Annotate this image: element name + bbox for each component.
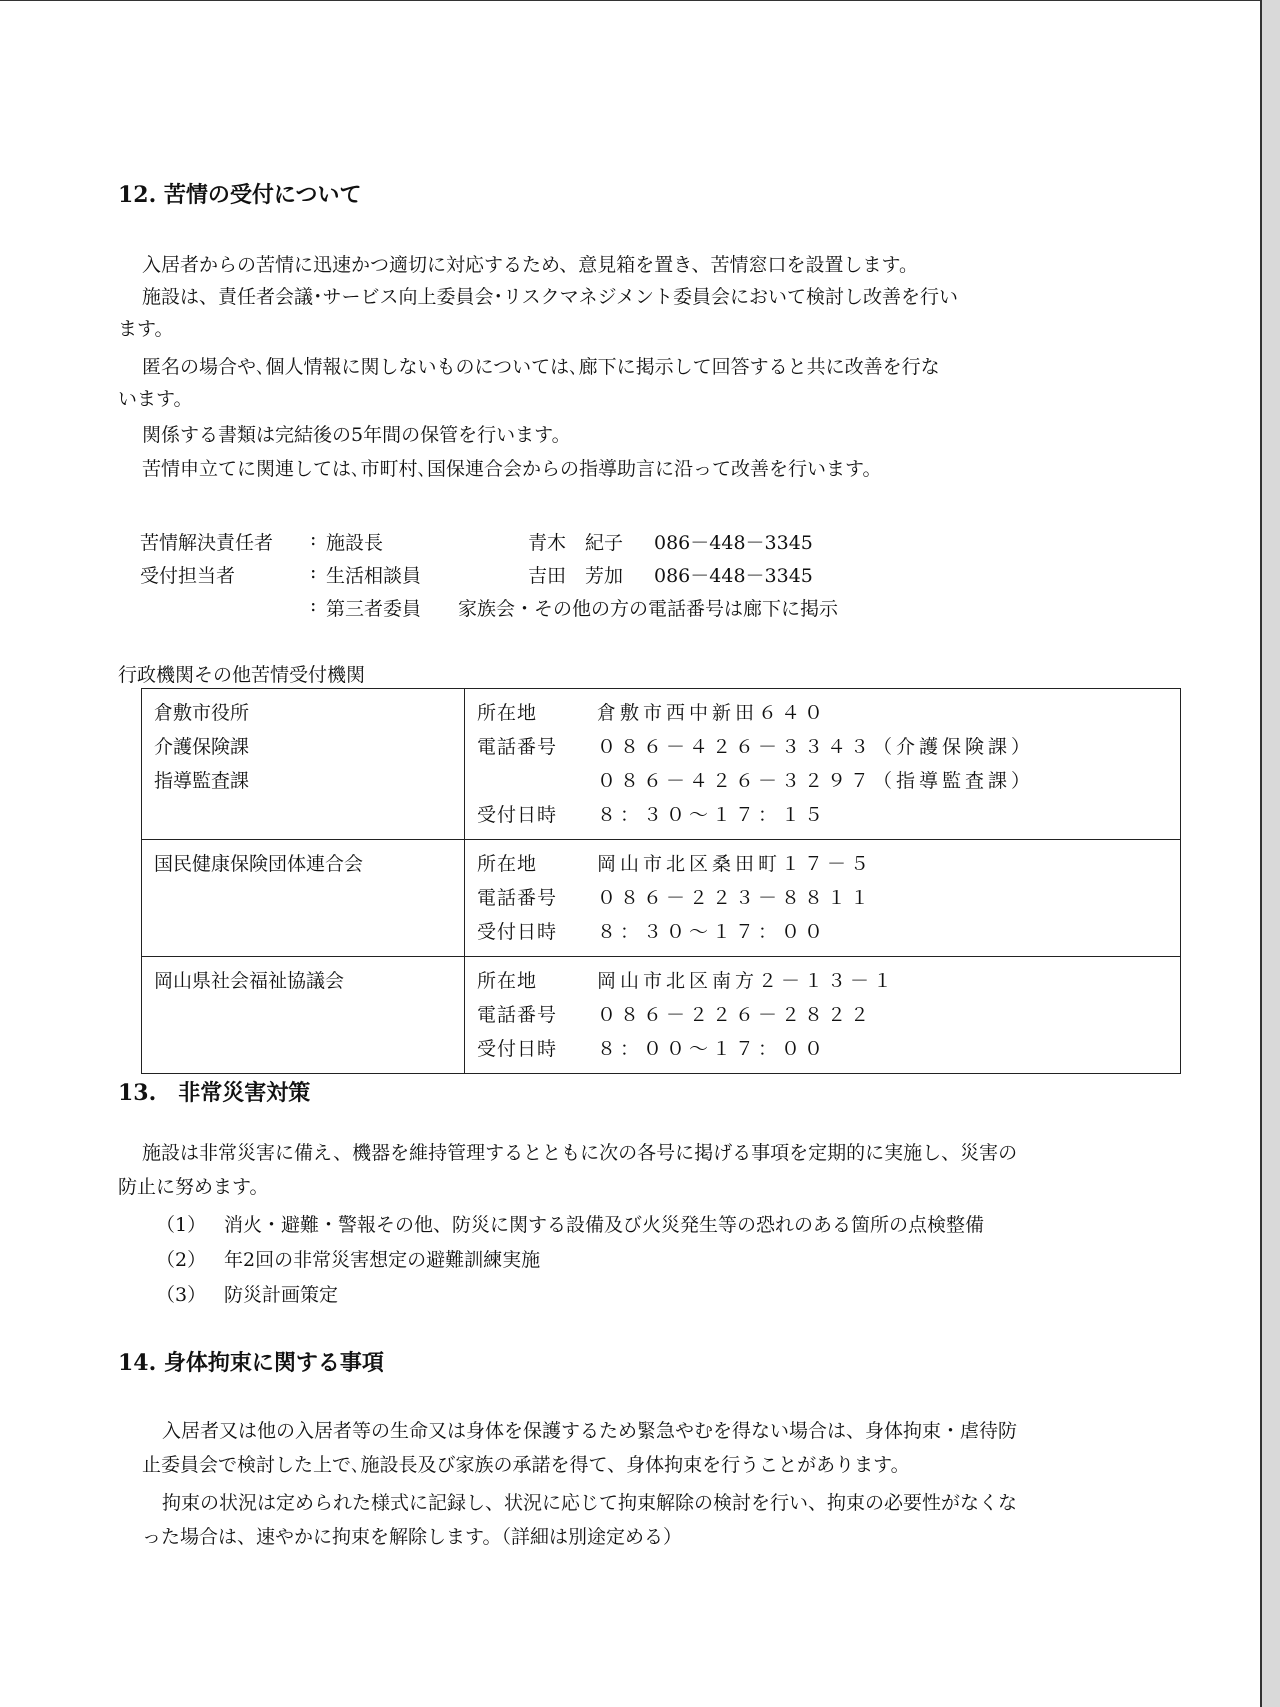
- sec14-paragraph: った場合は、速やかに拘束を解除します。（詳細は別途定める）: [142, 1526, 682, 1548]
- table-row: [142, 840, 1181, 957]
- info-label: 電話番号: [477, 887, 558, 909]
- org-info-cell: [465, 840, 1181, 957]
- org-info-cell: [465, 957, 1181, 1074]
- list-number: （2）: [156, 1249, 207, 1271]
- sec12-paragraph: ます。: [118, 318, 174, 340]
- sec12-paragraph: 入居者からの苦情に迅速かつ適切に対応するため、意見箱を置き、苦情窓口を設置します。: [142, 254, 918, 276]
- info-value: ８：３０～１７：００: [597, 921, 828, 943]
- info-value: ０８６－２２６－２８２２: [597, 1004, 874, 1026]
- table-row: [142, 957, 1181, 1074]
- info-value: 岡山市北区桑田町１７－５: [597, 853, 874, 875]
- org-name: 岡山県社会福祉協議会: [154, 970, 345, 992]
- org-name-cell: [142, 840, 465, 957]
- contact-note: 家族会・その他の方の電話番号は廊下に掲示: [458, 598, 839, 620]
- info-value: ０８６－２２３－８８１１: [597, 887, 874, 909]
- list-item: [118, 1243, 1218, 1277]
- org-name: 倉敷市役所: [154, 702, 250, 724]
- info-label: 電話番号: [477, 736, 558, 758]
- section-13-title: 13. 非常災害対策: [118, 1080, 311, 1106]
- list-text: 年2回の非常災害想定の避難訓練実施: [224, 1249, 541, 1271]
- section-12-title: 12. 苦情の受付について: [118, 182, 362, 208]
- org-dept: 介護保険課: [154, 736, 250, 758]
- org-name-cell: [142, 957, 465, 1074]
- contact-position: 施設長: [326, 532, 384, 554]
- info-label: 所在地: [477, 702, 538, 724]
- table-caption: 行政機関その他苦情受付機関: [118, 664, 366, 686]
- contact-role: 苦情解決責任者: [140, 532, 274, 554]
- contact-phone: 086－448－3345: [654, 532, 813, 554]
- list-text: 防災計画策定: [224, 1284, 339, 1306]
- sec12-paragraph: 匿名の場合や､個人情報に関しないものについては､廊下に掲示して回答すると共に改善を行な: [142, 356, 940, 378]
- org-name-cell: [142, 689, 465, 840]
- contact-colon: :: [310, 594, 317, 616]
- list-number: （3）: [156, 1284, 207, 1306]
- list-text: 消火・避難・警報その他、防災に関する設備及び火災発生等の恐れのある箇所の点検整備: [224, 1214, 985, 1236]
- contact-colon: :: [310, 561, 317, 583]
- info-value: 岡山市北区南方２－１３－１: [597, 970, 897, 992]
- contact-role: 受付担当者: [140, 565, 236, 587]
- sec12-paragraph: います。: [118, 388, 193, 410]
- org-info-cell: [465, 689, 1181, 840]
- section-14-title: 14. 身体拘束に関する事項: [118, 1350, 384, 1376]
- page-edge: [1262, 0, 1280, 1707]
- info-value: ０８６－４２６－３３４３（介護保険課）: [597, 736, 1035, 758]
- org-name: 国民健康保険団体連合会: [154, 853, 364, 875]
- list-number: （1）: [156, 1214, 207, 1236]
- info-label: 受付日時: [477, 804, 558, 826]
- table-row: [142, 689, 1181, 840]
- complaint-orgs-table: [141, 688, 1181, 1074]
- contact-colon: :: [310, 528, 317, 550]
- contact-position: 第三者委員: [326, 598, 422, 620]
- info-label: 電話番号: [477, 1004, 558, 1026]
- contact-phone: 086－448－3345: [654, 565, 813, 587]
- sec13-paragraph: 施設は非常災害に備え、機器を維持管理するとともに次の各号に掲げる事項を定期的に実施し、災害の: [142, 1142, 1018, 1164]
- contact-name: 吉田 芳加: [528, 565, 624, 587]
- org-dept: 指導監査課: [154, 770, 250, 792]
- contact-position: 生活相談員: [326, 565, 422, 587]
- sec12-paragraph: 関係する書類は完結後の5年間の保管を行います。: [142, 424, 571, 446]
- list-item: [118, 1278, 1218, 1312]
- info-value: 倉敷市西中新田６４０: [597, 702, 828, 724]
- sec14-paragraph: 拘束の状況は定められた様式に記録し、状況に応じて拘束解除の検討を行い、拘束の必要性がなくな: [162, 1492, 1018, 1514]
- list-item: [118, 1208, 1218, 1242]
- info-label: 所在地: [477, 853, 538, 875]
- info-label: 所在地: [477, 970, 538, 992]
- sec12-paragraph: 苦情申立てに関連しては､市町村､国保連合会からの指導助言に沿って改善を行います。: [142, 458, 882, 480]
- sec14-paragraph: 止委員会で検討した上で､施設長及び家族の承諾を得て、身体拘束を行うことがあります。: [142, 1454, 910, 1476]
- info-value: ８：３０～１７：１５: [597, 804, 828, 826]
- info-label: 受付日時: [477, 921, 558, 943]
- sec13-paragraph: 防止に努めます。: [118, 1176, 269, 1198]
- info-value: ８：００～１７：００: [597, 1038, 828, 1060]
- info-label: 受付日時: [477, 1038, 558, 1060]
- contact-name: 青木 紀子: [528, 532, 624, 554]
- sec14-paragraph: 入居者又は他の入居者等の生命又は身体を保護するため緊急やむを得ない場合は、身体拘束・虐待防: [162, 1420, 1018, 1442]
- sec12-paragraph: 施設は、責任者会議･サービス向上委員会･リスクマネジメント委員会において検討し改善を行い: [142, 286, 959, 308]
- info-value: ０８６－４２６－３２９７（指導監査課）: [597, 770, 1035, 792]
